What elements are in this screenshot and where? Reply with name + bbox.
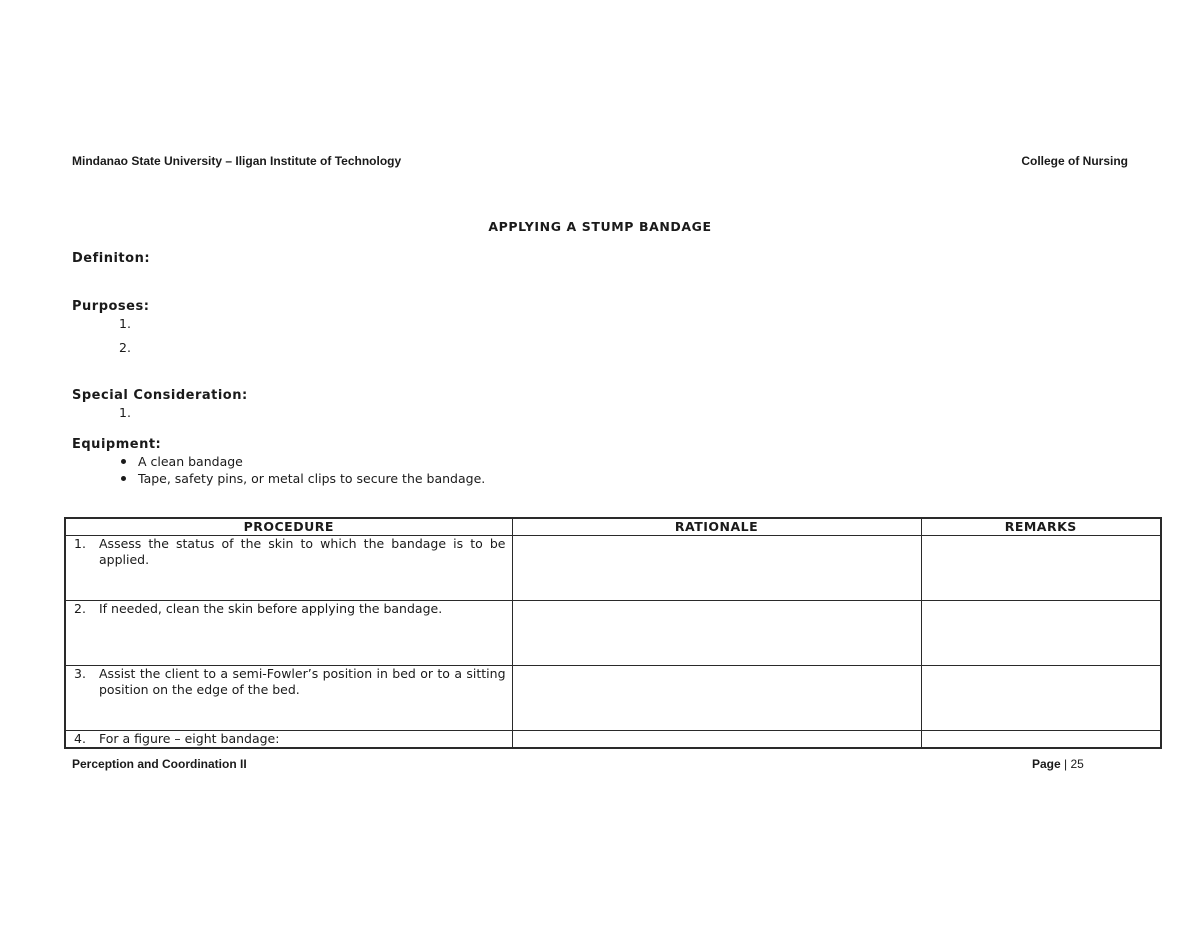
procedure-cell — [65, 601, 512, 666]
step-number: 4. — [74, 731, 86, 746]
rationale-cell — [512, 536, 921, 601]
remarks-cell — [921, 601, 1161, 666]
procedure-table — [64, 517, 1162, 749]
remarks-header: REMARKS — [921, 518, 1161, 536]
equipment-item: Tape, safety pins, or metal clips to secure the bandage. — [118, 470, 485, 487]
step-text: If needed, clean the skin before applying the bandage. — [99, 601, 443, 616]
procedure-cell — [65, 731, 512, 749]
page-separator: | — [1064, 757, 1068, 771]
step-number: 1. — [74, 536, 86, 551]
page-label: Page — [1032, 757, 1061, 771]
rationale-header: RATIONALE — [512, 518, 921, 536]
procedure-header: PROCEDURE — [65, 518, 512, 536]
step-number: 2. — [74, 601, 86, 616]
rationale-cell — [512, 731, 921, 749]
page-title: APPLYING A STUMP BANDAGE — [488, 219, 712, 234]
purposes-label: Purposes: — [72, 299, 150, 314]
remarks-cell — [921, 666, 1161, 731]
step-number: 3. — [74, 666, 86, 681]
step-text: For a figure – eight bandage: — [99, 731, 280, 746]
equipment-list — [118, 453, 485, 487]
rationale-cell — [512, 601, 921, 666]
table-row — [65, 536, 1161, 601]
table-row — [65, 666, 1161, 731]
definition-label: Definiton: — [72, 251, 151, 266]
procedure-cell — [65, 536, 512, 601]
page-number-value: 25 — [1070, 757, 1084, 771]
rationale-cell — [512, 666, 921, 731]
table-row — [65, 601, 1161, 666]
remarks-cell — [921, 731, 1161, 749]
step-text: Assess the status of the skin to which the bandage is to be applied. — [99, 536, 506, 567]
purpose-item-2: 2. — [119, 340, 131, 355]
table-row — [65, 731, 1161, 749]
special-consideration-label: Special Consideration: — [72, 388, 248, 403]
procedure-cell — [65, 666, 512, 731]
college-name: College of Nursing — [1021, 154, 1128, 168]
institution-name: Mindanao State University – Iligan Institute of Technology — [72, 154, 402, 168]
equipment-label: Equipment: — [72, 437, 162, 452]
course-name: Perception and Coordination II — [72, 757, 247, 771]
equipment-item: A clean bandage — [118, 453, 485, 470]
purpose-item-1: 1. — [119, 316, 131, 331]
special-consideration-item-1: 1. — [119, 405, 131, 420]
remarks-cell — [921, 536, 1161, 601]
page-number — [1032, 757, 1084, 771]
step-text: Assist the client to a semi-Fowler’s position in bed or to a sitting position on the edge of the bed. — [99, 666, 506, 697]
